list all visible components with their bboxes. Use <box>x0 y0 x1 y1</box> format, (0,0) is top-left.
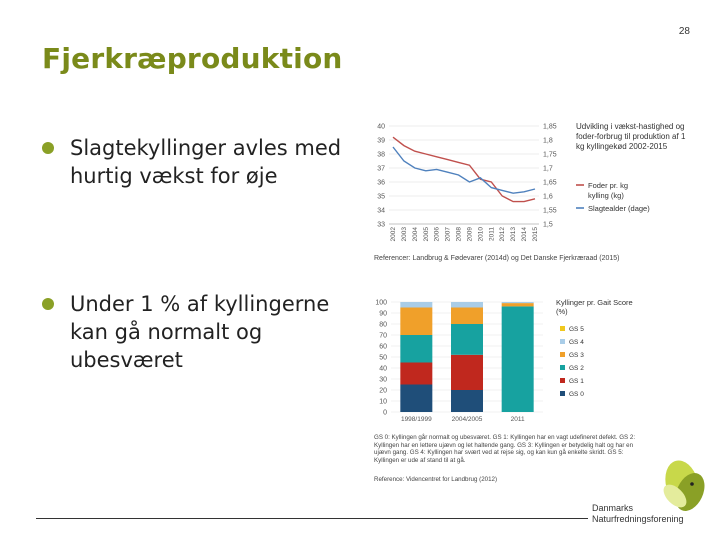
bar-chart-bars <box>400 302 533 412</box>
legend-label: GS 0 <box>569 391 584 398</box>
legend-swatch <box>560 352 565 357</box>
y-left-tick-label: 33 <box>377 221 385 229</box>
y-right-tick-label: 1,85 <box>543 123 557 131</box>
bar-segment <box>451 390 483 412</box>
y-tick-label: 70 <box>379 332 387 340</box>
bullet-text: Under 1 % af kyllingerne kan gå normalt og ubesværet <box>70 292 330 372</box>
x-tick-label: 2009 <box>466 227 474 242</box>
x-tick-label: 2011 <box>488 227 496 241</box>
y-tick-label: 30 <box>379 376 387 384</box>
y-tick-label: 100 <box>375 299 387 307</box>
legend-label: Slagtealder (dage) <box>588 204 650 213</box>
x-tick-label: 2015 <box>532 227 539 242</box>
x-tick-label: 2004/2005 <box>451 416 483 423</box>
y-right-tick-label: 1,65 <box>543 179 557 187</box>
x-tick-label: 1998/1999 <box>400 416 432 423</box>
line-chart-source: Referencer: Landbrug & Fødevarer (2014d) og Det Danske Fjerkræraad (2015) <box>374 255 620 262</box>
x-tick-label: 2013 <box>510 227 518 242</box>
legend-swatch <box>560 326 565 331</box>
y-left-tick-label: 40 <box>377 123 385 131</box>
y-tick-label: 0 <box>383 409 387 417</box>
x-tick-label: 2007 <box>444 227 452 242</box>
bar-chart <box>365 292 710 432</box>
slide-title: Fjerkræproduktion <box>42 42 343 75</box>
logo-line-1: Danmarks <box>592 503 634 513</box>
bar-segment <box>400 335 432 363</box>
line-chart-lines <box>393 137 535 201</box>
x-tick-label: 2002 <box>390 227 397 242</box>
bullet-dot-icon <box>42 298 54 310</box>
y-tick-label: 60 <box>379 343 387 351</box>
legend-label: Foder pr. kg <box>588 181 629 190</box>
y-right-tick-label: 1,55 <box>543 207 557 215</box>
bullet-item <box>52 290 352 374</box>
y-tick-label: 20 <box>379 387 387 395</box>
bar-segment <box>451 324 483 355</box>
legend-label: kylling (kg) <box>588 191 624 200</box>
y-left-tick-label: 38 <box>377 151 385 159</box>
slide-number: 28 <box>678 26 690 37</box>
line-chart-grid <box>389 126 539 224</box>
y-tick-label: 80 <box>379 321 387 329</box>
logo-text <box>592 503 684 525</box>
x-tick-label: 2008 <box>455 227 463 242</box>
line-chart-title: Udvikling i vækst-hastighed og foder-forbrug til produktion af 1 kg kyllingekød 2002-2015 <box>576 122 686 151</box>
legend-label: GS 3 <box>569 352 584 359</box>
footer-divider <box>36 518 588 519</box>
y-left-tick-label: 35 <box>377 193 385 201</box>
y-right-tick-label: 1,5 <box>543 221 553 229</box>
bar-segment <box>400 363 432 385</box>
series-line <box>393 137 535 201</box>
bar-chart-source: Reference: Videncentret for Landbrug (2012) <box>374 476 498 483</box>
bar-chart-caption: GS 0: Kyllingen går normalt og ubesværet. GS 1: Kyllingen har en vagt udefineret defekt. GS 2: Kyllingen har en lettere ujævn og let haltende gang. GS 3: Kyllingen er betydelig halt og har en ujævn gang. GS 4: Kyllingen har svært ved at rejse sig, og kan kun gå enkelte skridt. GS 5: Kyllingen er ude af stand til at gå. <box>374 434 636 464</box>
x-tick-label: 2012 <box>499 227 507 242</box>
x-tick-label: 2010 <box>477 227 485 242</box>
bullet-item <box>52 134 352 190</box>
x-tick-label: 2004 <box>411 227 419 242</box>
bar-chart-title: Kyllinger pr. Gait Score (%) <box>556 298 633 316</box>
y-left-tick-label: 34 <box>377 207 385 215</box>
bar-segment <box>451 308 483 325</box>
bar-chart-legend <box>560 326 584 398</box>
legend-label: GS 1 <box>569 378 584 385</box>
y-tick-label: 50 <box>379 354 387 362</box>
bar-segment <box>451 355 483 390</box>
legend-label: GS 2 <box>569 365 584 372</box>
bullet-dot-icon <box>42 142 54 154</box>
x-tick-label: 2011 <box>510 416 525 423</box>
legend-swatch <box>560 339 565 344</box>
bar-segment <box>400 302 432 308</box>
y-left-tick-label: 37 <box>377 165 385 173</box>
x-tick-label: 2005 <box>422 227 430 242</box>
y-left-tick-label: 39 <box>377 137 385 145</box>
bullet-text: Slagtekyllinger avles med hurtig vækst for øje <box>70 136 342 188</box>
y-right-tick-label: 1,75 <box>543 151 557 159</box>
legend-swatch <box>560 378 565 383</box>
y-right-tick-label: 1,8 <box>543 137 553 145</box>
x-tick-label: 2006 <box>433 227 441 242</box>
bar-segment <box>502 303 534 306</box>
logo-line-2: Naturfredningsforening <box>592 514 684 524</box>
y-tick-label: 40 <box>379 365 387 373</box>
bar-segment <box>400 308 432 336</box>
x-tick-label: 2014 <box>521 227 529 242</box>
line-chart-legend <box>576 181 650 213</box>
y-left-tick-label: 36 <box>377 179 385 187</box>
x-tick-label: 2003 <box>400 227 408 242</box>
legend-swatch <box>560 365 565 370</box>
bar-segment <box>502 302 534 303</box>
legend-swatch <box>560 391 565 396</box>
y-right-tick-label: 1,6 <box>543 193 553 201</box>
legend-label: GS 5 <box>569 326 584 333</box>
y-right-tick-label: 1,7 <box>543 165 553 173</box>
bar-segment <box>400 385 432 413</box>
bar-segment <box>451 302 483 308</box>
y-tick-label: 10 <box>379 398 387 406</box>
legend-label: GS 4 <box>569 339 584 346</box>
bar-segment <box>502 306 534 412</box>
y-tick-label: 90 <box>379 310 387 318</box>
